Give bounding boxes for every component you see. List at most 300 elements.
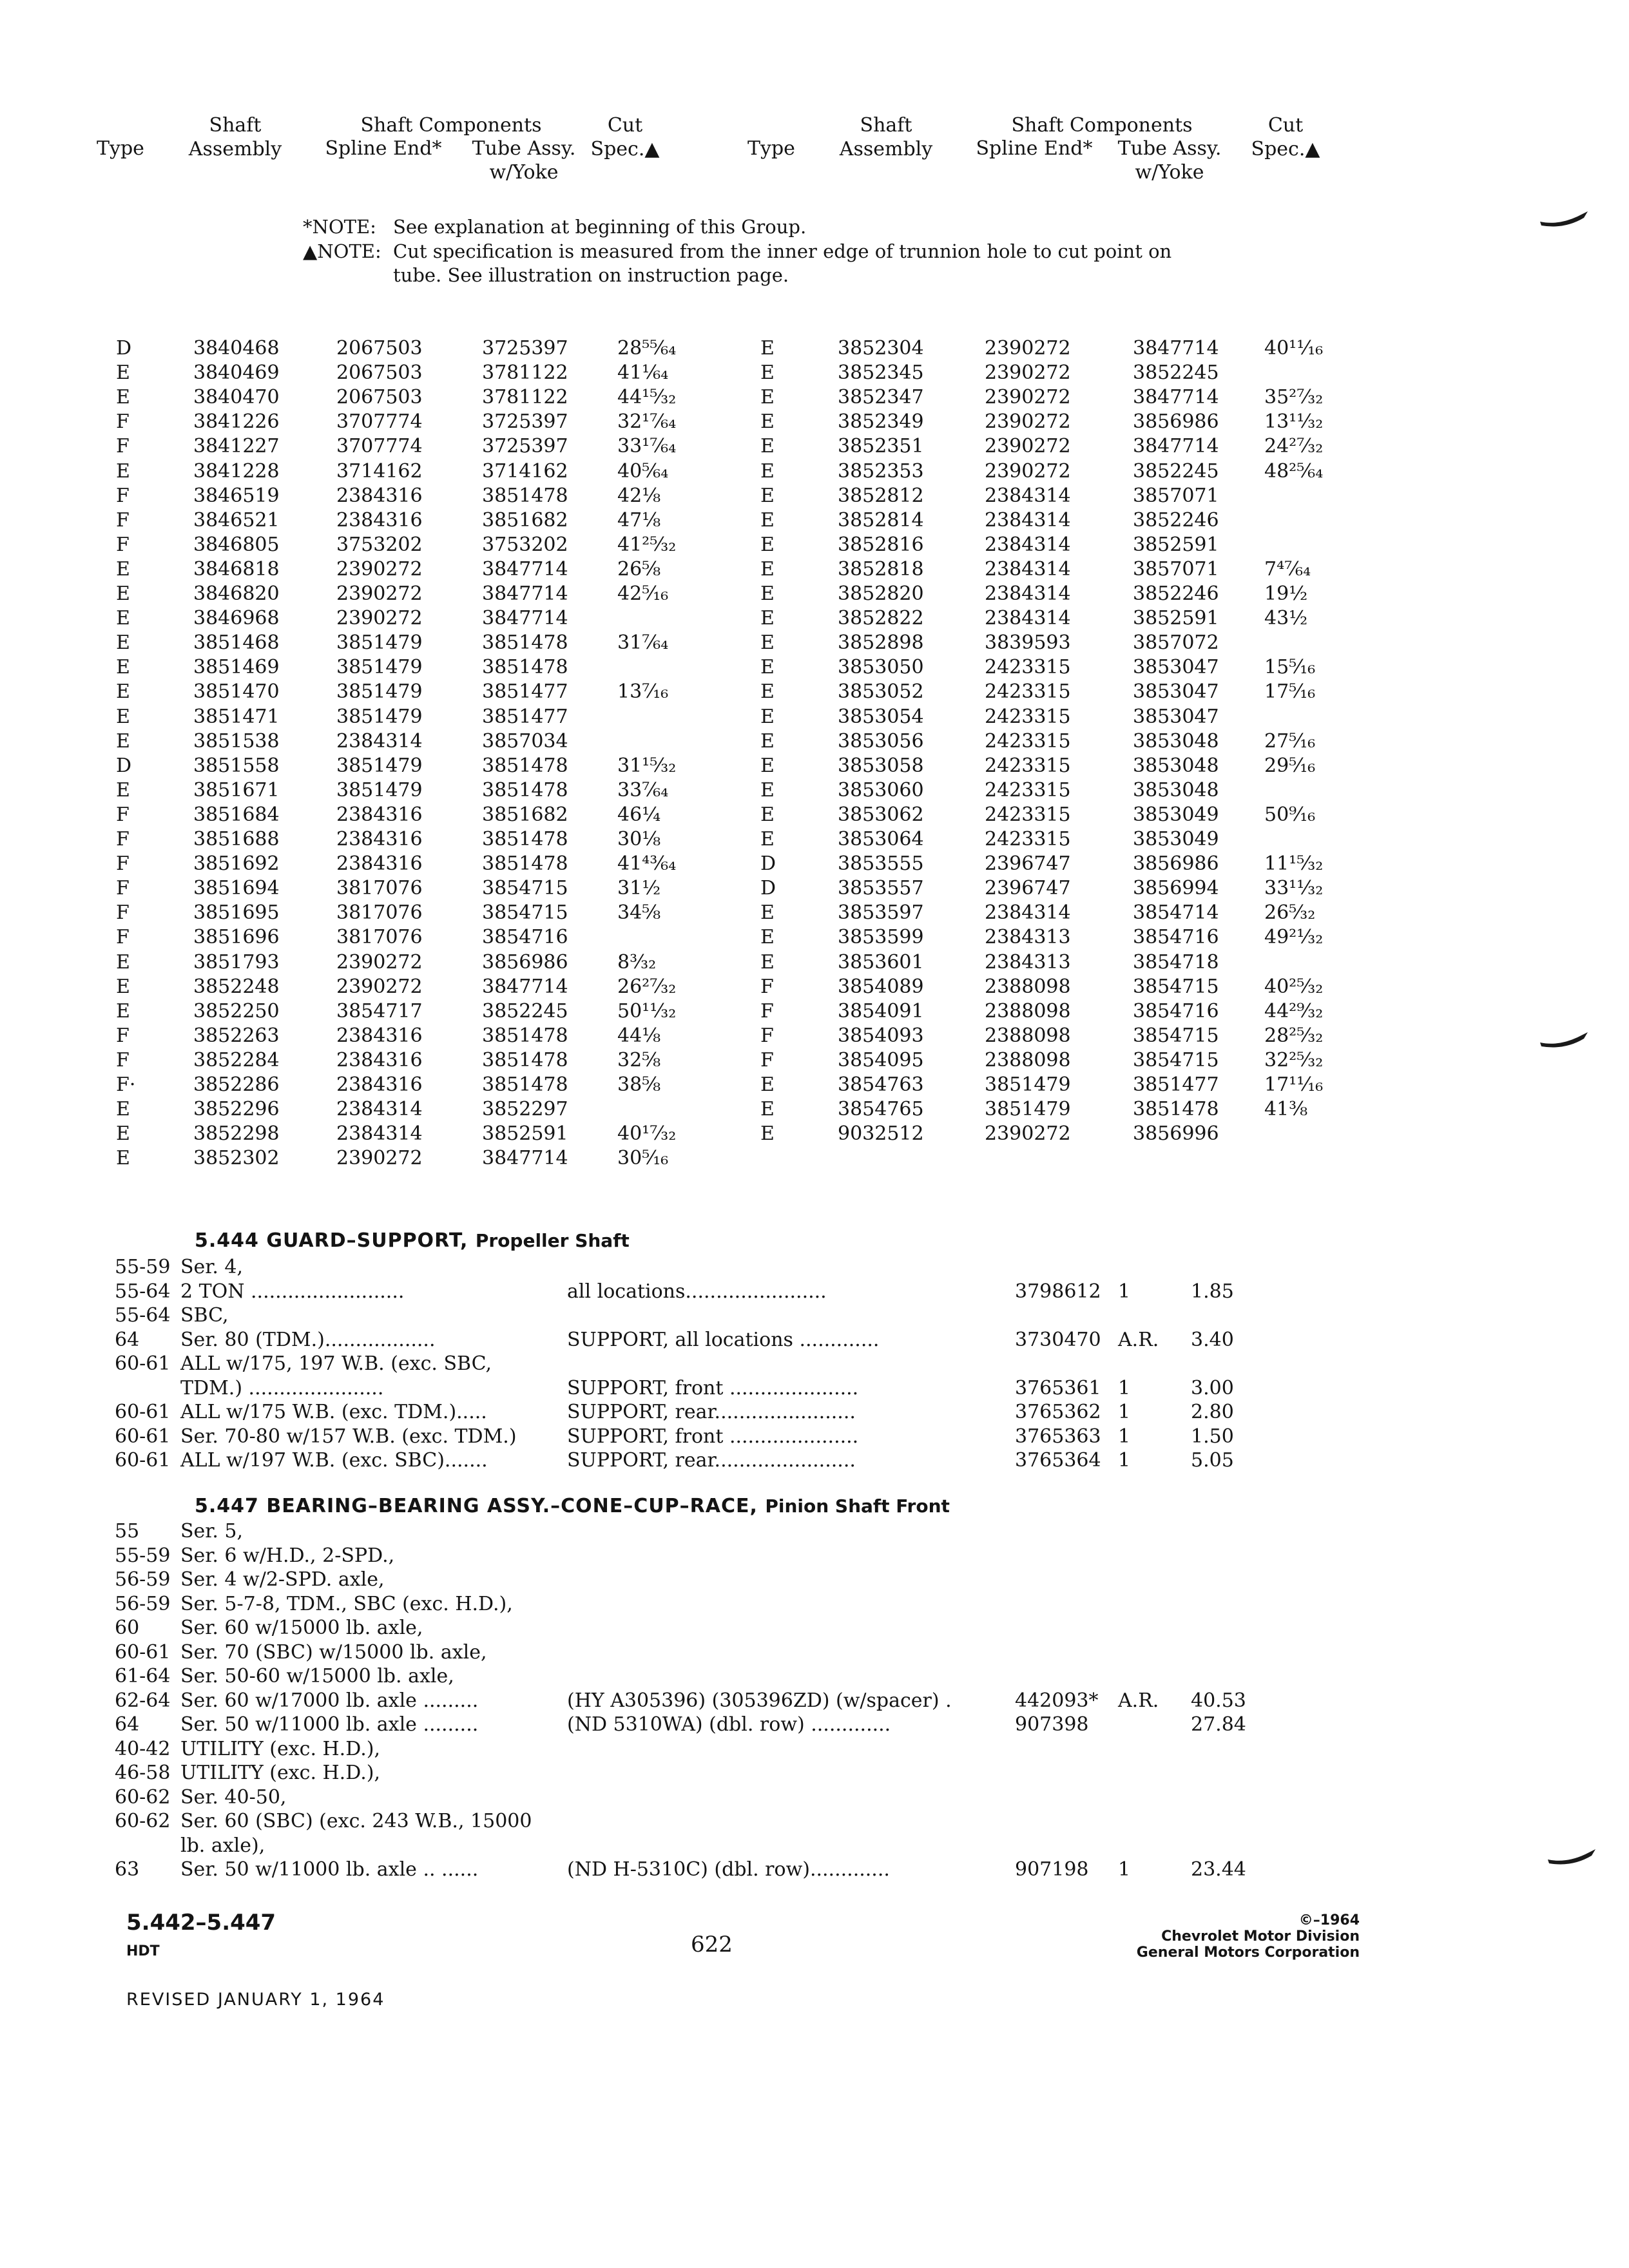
header-cut-spec-left: Cut Spec.▲	[590, 114, 660, 160]
type-cell: E	[760, 680, 775, 704]
shaft-assembly-cell: 3854089	[838, 975, 924, 998]
type-cell: E	[760, 705, 775, 728]
application-cell: Ser. 50 w/11000 lb. axle .. ......	[180, 1858, 479, 1881]
year-cell: 60-61	[115, 1449, 171, 1472]
spline-end-cell: 2384314	[985, 484, 1071, 507]
type-cell: E	[760, 557, 775, 581]
spline-end-cell: 2396747	[985, 852, 1071, 876]
cut-spec-cell: 50⁹⁄₁₆	[1264, 803, 1316, 826]
spline-end-cell: 2423315	[985, 803, 1071, 826]
tube-assy-cell: 3852245	[1133, 361, 1219, 385]
application-cell: UTILITY (exc. H.D.),	[180, 1737, 380, 1760]
shaft-assembly-cell: 3852816	[838, 533, 924, 556]
spline-end-cell: 2384316	[336, 1048, 423, 1072]
year-cell: 60-62	[115, 1785, 171, 1809]
spline-end-cell: 3817076	[336, 901, 423, 925]
tube-assy-cell: 3781122	[482, 386, 568, 409]
quantity-cell: 1	[1118, 1858, 1131, 1881]
shaft-assembly-cell: 3851558	[193, 754, 280, 777]
application-cell: Ser. 5,	[180, 1520, 244, 1542]
header-type-left: Type	[97, 137, 144, 160]
part-description-cell: SUPPORT, all locations .............	[567, 1328, 880, 1351]
header-tube-assy-right: Tube Assy. w/Yoke	[1117, 137, 1222, 184]
tube-assy-cell: 3853048	[1133, 778, 1219, 802]
shaft-assembly-cell: 3851793	[193, 950, 280, 974]
price-cell: 23.44	[1191, 1858, 1246, 1881]
spline-end-cell: 3753202	[336, 533, 423, 556]
cut-spec-cell: 26⅝	[617, 557, 661, 581]
cut-spec-cell: 40⁵⁄₆₄	[617, 459, 669, 483]
tube-assy-cell: 3853049	[1133, 803, 1219, 826]
tube-assy-cell: 3853047	[1133, 656, 1219, 679]
shaft-assembly-cell: 3852822	[838, 607, 924, 630]
shaft-assembly-cell: 3852818	[838, 557, 924, 581]
spline-end-cell: 2423315	[985, 754, 1071, 777]
application-cell: Ser. 60 w/15000 lb. axle,	[180, 1617, 423, 1639]
spline-end-cell: 2423315	[985, 656, 1071, 679]
year-cell: 56-59	[115, 1592, 171, 1615]
section-447-heading: 5.447 BEARING–BEARING ASSY.–CONE–CUP–RACE,	[195, 1495, 758, 1517]
shaft-assembly-cell: 3851469	[193, 656, 280, 679]
tube-assy-cell: 3851478	[482, 754, 568, 777]
year-cell: 60-61	[115, 1425, 171, 1448]
type-cell: F	[116, 533, 130, 556]
part-number-cell: 3798612	[1015, 1280, 1101, 1303]
cut-spec-cell: 32²⁵⁄₃₂	[1264, 1048, 1324, 1072]
tube-assy-cell: 3851478	[482, 828, 568, 850]
tube-assy-cell: 3853047	[1133, 680, 1219, 704]
type-cell: E	[760, 337, 775, 360]
tube-assy-cell: 3851478	[482, 778, 568, 802]
tube-assy-cell: 3725397	[482, 435, 568, 458]
tube-assy-cell: 3853048	[1133, 729, 1219, 753]
tube-assy-cell: 3851478	[482, 1073, 568, 1096]
type-cell: E	[116, 1122, 130, 1146]
footer-copyright-year: ©–1964	[1298, 1912, 1360, 1928]
header-shaft-assembly-left: Shaft Assembly	[188, 114, 282, 160]
spline-end-cell: 2390272	[985, 361, 1071, 385]
shaft-assembly-cell: 3853050	[838, 656, 924, 679]
type-cell: F	[760, 1024, 774, 1047]
tube-assy-cell: 3753202	[482, 533, 568, 556]
application-cell: lb. axle),	[180, 1834, 265, 1857]
type-cell: E	[116, 680, 130, 704]
price-cell: 2.80	[1191, 1401, 1234, 1423]
cut-spec-cell: 26²⁷⁄₃₂	[617, 975, 677, 998]
cut-spec-cell: 13¹¹⁄₃₂	[1264, 410, 1324, 434]
footer-section-code: 5.442–5.447	[126, 1910, 276, 1936]
type-cell: F	[116, 435, 130, 458]
tube-assy-cell: 3854716	[1133, 999, 1219, 1023]
type-cell: E	[760, 828, 775, 850]
spline-end-cell: 2390272	[336, 557, 423, 581]
type-cell: E	[116, 1098, 130, 1121]
type-cell: F	[116, 901, 130, 925]
tube-assy-cell: 3851682	[482, 803, 568, 826]
cut-spec-cell: 43½	[1264, 607, 1308, 630]
tube-assy-cell: 3852591	[1133, 533, 1219, 556]
spline-end-cell: 3851479	[985, 1073, 1071, 1096]
spline-end-cell: 3851479	[336, 754, 423, 777]
type-cell: E	[116, 557, 130, 581]
quantity-cell: 1	[1118, 1280, 1131, 1303]
spline-end-cell: 2384314	[985, 533, 1071, 556]
note2-text: Cut specification is measured from the inner edge of trunnion hole to cut point on	[393, 240, 1172, 262]
year-cell: 60-61	[115, 1640, 171, 1664]
part-description-cell: (HY A305396) (305396ZD) (w/spacer) .	[567, 1689, 952, 1712]
shaft-assembly-cell: 3852345	[838, 361, 924, 385]
tube-assy-cell: 3851478	[1133, 1098, 1219, 1121]
header-shaft-components-left: Shaft Components	[360, 114, 542, 137]
tube-assy-cell: 3851478	[482, 1048, 568, 1072]
part-description-cell: SUPPORT, front .....................	[567, 1376, 859, 1399]
type-cell: F·	[116, 1073, 136, 1096]
application-cell: Ser. 70 (SBC) w/15000 lb. axle,	[180, 1640, 487, 1664]
year-cell: 64	[115, 1328, 140, 1351]
shaft-assembly-cell: 3853054	[838, 705, 924, 728]
part-number-cell: 3765363	[1015, 1425, 1101, 1448]
cut-spec-cell: 41⅜	[1264, 1098, 1308, 1121]
shaft-assembly-cell: 3840470	[193, 386, 280, 409]
year-cell: 60-61	[115, 1352, 171, 1375]
cut-spec-cell: 19½	[1264, 582, 1308, 605]
shaft-assembly-cell: 3853058	[838, 754, 924, 777]
year-cell: 62-64	[115, 1689, 171, 1712]
shaft-assembly-cell: 3852296	[193, 1098, 280, 1121]
shaft-assembly-cell: 3852820	[838, 582, 924, 605]
shaft-assembly-cell: 3852250	[193, 999, 280, 1023]
application-cell: TDM.) ......................	[180, 1376, 384, 1399]
spline-end-cell: 2384316	[336, 1073, 423, 1096]
shaft-assembly-cell: 3851696	[193, 926, 280, 949]
tube-assy-cell: 3851477	[482, 680, 568, 704]
spline-end-cell: 2067503	[336, 361, 423, 385]
type-cell: E	[760, 582, 775, 605]
shaft-assembly-cell: 3852284	[193, 1048, 280, 1072]
cut-spec-cell: 33¹⁷⁄₆₄	[617, 435, 677, 458]
year-cell: 55	[115, 1520, 140, 1542]
type-cell: E	[760, 631, 775, 655]
shaft-assembly-cell: 3852347	[838, 386, 924, 409]
tube-assy-cell: 3852246	[1133, 508, 1219, 532]
type-cell: D	[760, 852, 776, 876]
shaft-assembly-cell: 3851692	[193, 852, 280, 876]
spline-end-cell: 2067503	[336, 386, 423, 409]
type-cell: F	[116, 803, 130, 826]
part-description-cell: SUPPORT, rear.......................	[567, 1449, 856, 1472]
spline-end-cell: 2384316	[336, 1024, 423, 1047]
price-cell: 1.50	[1191, 1425, 1234, 1448]
type-cell: E	[760, 754, 775, 777]
shaft-assembly-cell: 3846519	[193, 484, 280, 507]
quantity-cell: 1	[1118, 1425, 1131, 1448]
tube-assy-cell: 3857034	[482, 729, 568, 753]
type-cell: F	[116, 877, 130, 900]
cut-spec-cell: 30⁵⁄₁₆	[617, 1147, 669, 1170]
cut-spec-cell: 47⅛	[617, 508, 661, 532]
footer-hdt: HDT	[126, 1943, 160, 1959]
cut-spec-cell: 17¹¹⁄₁₆	[1264, 1073, 1324, 1096]
shaft-assembly-cell: 3851684	[193, 803, 280, 826]
part-number-cell: 3765364	[1015, 1449, 1101, 1472]
part-number-cell: 907398	[1015, 1713, 1089, 1736]
tube-assy-cell: 3856996	[1133, 1122, 1219, 1146]
tube-assy-cell: 3854714	[1133, 901, 1219, 925]
spline-end-cell: 2384314	[985, 901, 1071, 925]
part-description-cell: all locations.......................	[567, 1280, 827, 1303]
spline-end-cell: 2390272	[336, 1147, 423, 1170]
section-447-title	[195, 1495, 950, 1517]
quantity-cell: A.R.	[1118, 1328, 1159, 1351]
type-cell: E	[760, 533, 775, 556]
spline-end-cell: 2423315	[985, 680, 1071, 704]
spline-end-cell: 2390272	[985, 1122, 1071, 1146]
tube-assy-cell: 3856986	[1133, 410, 1219, 434]
cut-spec-cell: 50¹¹⁄₃₂	[617, 999, 677, 1023]
spline-end-cell: 2423315	[985, 828, 1071, 850]
header-shaft-assembly-right: Shaft Assembly	[839, 114, 933, 160]
cut-spec-cell: 35²⁷⁄₃₂	[1264, 386, 1324, 409]
type-cell: E	[760, 508, 775, 532]
footer-revised-date: REVISED JANUARY 1, 1964	[126, 1990, 385, 2010]
type-cell: E	[760, 950, 775, 974]
type-cell: E	[116, 729, 130, 753]
footer-division: Chevrolet Motor Division	[1161, 1928, 1360, 1945]
application-cell: SBC,	[180, 1304, 229, 1327]
quantity-cell: A.R.	[1118, 1689, 1159, 1712]
type-cell: F	[116, 852, 130, 876]
spline-end-cell: 2388098	[985, 999, 1071, 1023]
tube-assy-cell: 3854715	[1133, 975, 1219, 998]
footer-corporation: General Motors Corporation	[1136, 1945, 1360, 1961]
tube-assy-cell: 3847714	[482, 975, 568, 998]
shaft-assembly-cell: 3841226	[193, 410, 280, 434]
tube-assy-cell: 3851478	[482, 631, 568, 655]
tube-assy-cell: 3852245	[1133, 459, 1219, 483]
year-cell: 55-59	[115, 1256, 171, 1278]
shaft-assembly-cell: 3853597	[838, 901, 924, 925]
shaft-assembly-cell: 3852353	[838, 459, 924, 483]
spline-end-cell: 3851479	[336, 778, 423, 802]
cut-spec-cell: 13⁷⁄₁₆	[617, 680, 669, 704]
type-cell: E	[760, 656, 775, 679]
section-447-subtitle: Pinion Shaft Front	[765, 1495, 950, 1517]
part-number-cell: 3765361	[1015, 1376, 1101, 1399]
note1-label: *NOTE:	[303, 216, 376, 238]
tube-assy-cell: 3856986	[1133, 852, 1219, 876]
spline-end-cell: 2384314	[336, 1122, 423, 1146]
spline-end-cell: 2384314	[985, 557, 1071, 581]
shaft-assembly-cell: 3852302	[193, 1147, 280, 1170]
shaft-assembly-cell: 3853056	[838, 729, 924, 753]
cut-spec-cell: 7⁴⁷⁄₆₄	[1264, 557, 1311, 581]
shaft-assembly-cell: 3840469	[193, 361, 280, 385]
quantity-cell: 1	[1118, 1401, 1131, 1423]
cut-spec-cell: 31⁷⁄₆₄	[617, 631, 669, 655]
type-cell: E	[760, 901, 775, 925]
tube-assy-cell: 3854716	[1133, 926, 1219, 949]
shaft-assembly-cell: 3841227	[193, 435, 280, 458]
cut-spec-cell: 40¹¹⁄₁₆	[1264, 337, 1324, 360]
application-cell: ALL w/175, 197 W.B. (exc. SBC,	[180, 1352, 492, 1375]
spline-end-cell: 2388098	[985, 1024, 1071, 1047]
spline-end-cell: 2390272	[985, 337, 1071, 360]
tube-assy-cell: 3851478	[482, 852, 568, 876]
tube-assy-cell: 3847714	[1133, 435, 1219, 458]
tube-assy-cell: 3851477	[482, 705, 568, 728]
spline-end-cell: 2390272	[336, 582, 423, 605]
spline-end-cell: 2423315	[985, 778, 1071, 802]
year-cell: 64	[115, 1713, 140, 1736]
type-cell: E	[116, 656, 130, 679]
header-type-right: Type	[747, 137, 795, 160]
type-cell: E	[116, 459, 130, 483]
quantity-cell: 1	[1118, 1376, 1131, 1399]
part-description-cell: (ND 5310WA) (dbl. row) .............	[567, 1713, 891, 1736]
tube-assy-cell: 3851478	[482, 484, 568, 507]
cut-spec-cell: 28⁵⁵⁄₆₄	[617, 337, 677, 360]
cut-spec-cell: 24²⁷⁄₃₂	[1264, 435, 1324, 458]
part-number-cell: 907198	[1015, 1858, 1089, 1881]
year-cell: 55-64	[115, 1304, 171, 1327]
shaft-assembly-cell: 3852349	[838, 410, 924, 434]
part-number-cell: 3765362	[1015, 1401, 1101, 1423]
price-cell: 1.85	[1191, 1280, 1234, 1303]
tube-assy-cell: 3853047	[1133, 705, 1219, 728]
shaft-assembly-cell: 3851538	[193, 729, 280, 753]
shaft-assembly-cell: 3846521	[193, 508, 280, 532]
tube-assy-cell: 3854715	[482, 877, 568, 900]
note2-text-cont: tube. See illustration on instruction page.	[393, 264, 789, 286]
price-cell: 5.05	[1191, 1449, 1234, 1472]
tube-assy-cell: 3725397	[482, 337, 568, 360]
cut-spec-cell: 32⅝	[617, 1048, 661, 1072]
cut-spec-cell: 41²⁵⁄₃₂	[617, 533, 677, 556]
type-cell: E	[116, 631, 130, 655]
shaft-assembly-cell: 3852812	[838, 484, 924, 507]
tube-assy-cell: 3847714	[1133, 337, 1219, 360]
application-cell: Ser. 40-50,	[180, 1785, 287, 1809]
type-cell: E	[116, 778, 130, 802]
type-cell: E	[116, 705, 130, 728]
shaft-assembly-cell: 3853601	[838, 950, 924, 974]
tube-assy-cell: 3847714	[482, 557, 568, 581]
type-cell: F	[116, 926, 130, 949]
shaft-assembly-cell: 3851470	[193, 680, 280, 704]
shaft-assembly-cell: 3846820	[193, 582, 280, 605]
spline-end-cell: 2390272	[336, 950, 423, 974]
application-cell: Ser. 80 (TDM.)..................	[180, 1328, 436, 1351]
cut-spec-cell: 46¼	[617, 803, 661, 826]
spline-end-cell: 2390272	[985, 386, 1071, 409]
shaft-assembly-cell: 3846968	[193, 607, 280, 630]
spline-end-cell: 3851479	[336, 705, 423, 728]
year-cell: 60-61	[115, 1401, 171, 1423]
type-cell: F	[116, 1024, 130, 1047]
spline-end-cell: 3707774	[336, 435, 423, 458]
shaft-assembly-cell: 3854093	[838, 1024, 924, 1047]
tube-assy-cell: 3781122	[482, 361, 568, 385]
cut-spec-cell: 42⁵⁄₁₆	[617, 582, 669, 605]
application-cell: Ser. 70-80 w/157 W.B. (exc. TDM.)	[180, 1425, 517, 1448]
note1-text: See explanation at beginning of this Group.	[393, 216, 807, 238]
type-cell: D	[116, 337, 132, 360]
part-description-cell: (ND H-5310C) (dbl. row).............	[567, 1858, 890, 1881]
shaft-assembly-cell: 3852263	[193, 1024, 280, 1047]
type-cell: E	[760, 386, 775, 409]
spline-end-cell: 2390272	[985, 410, 1071, 434]
spline-end-cell: 3851479	[336, 631, 423, 655]
tube-assy-cell: 3854715	[1133, 1024, 1219, 1047]
spline-end-cell: 2384314	[336, 729, 423, 753]
application-cell: Ser. 50 w/11000 lb. axle .........	[180, 1713, 479, 1736]
tube-assy-cell: 3852246	[1133, 582, 1219, 605]
cut-spec-cell: 11¹⁵⁄₃₂	[1264, 852, 1324, 876]
shaft-assembly-cell: 3854091	[838, 999, 924, 1023]
type-cell: E	[760, 926, 775, 949]
shaft-assembly-cell: 3853064	[838, 828, 924, 850]
spline-end-cell: 2384313	[985, 950, 1071, 974]
application-cell: Ser. 4 w/2-SPD. axle,	[180, 1568, 385, 1591]
spline-end-cell: 2067503	[336, 337, 423, 360]
type-cell: F	[116, 508, 130, 532]
shaft-assembly-cell: 3852286	[193, 1073, 280, 1096]
spline-end-cell: 2388098	[985, 1048, 1071, 1072]
tube-assy-cell: 3852591	[1133, 607, 1219, 630]
spline-end-cell: 3817076	[336, 877, 423, 900]
tube-assy-cell: 3851682	[482, 508, 568, 532]
shaft-assembly-cell: 3854765	[838, 1098, 924, 1121]
year-cell: 55-64	[115, 1280, 171, 1303]
cut-spec-cell: 30⅛	[617, 828, 661, 850]
cut-spec-cell: 28²⁵⁄₃₂	[1264, 1024, 1324, 1047]
margin-mark-icon	[1539, 1031, 1590, 1050]
shaft-assembly-cell: 3854763	[838, 1073, 924, 1096]
spline-end-cell: 2390272	[336, 607, 423, 630]
tube-assy-cell: 3854718	[1133, 950, 1219, 974]
type-cell: E	[760, 803, 775, 826]
type-cell: F	[116, 410, 130, 434]
header-spline-end-left: Spline End*	[325, 137, 442, 160]
spline-end-cell: 2384314	[985, 582, 1071, 605]
type-cell: E	[760, 459, 775, 483]
tube-assy-cell: 3852297	[482, 1098, 568, 1121]
type-cell: E	[760, 1098, 775, 1121]
margin-mark-icon	[1547, 1848, 1598, 1867]
part-number-cell: 442093*	[1015, 1689, 1099, 1712]
price-cell: 27.84	[1191, 1713, 1246, 1736]
price-cell: 3.00	[1191, 1376, 1234, 1399]
cut-spec-cell: 31½	[617, 877, 661, 900]
type-cell: D	[116, 754, 132, 777]
footer-copyright	[1137, 1912, 1360, 1961]
spline-end-cell: 2390272	[985, 435, 1071, 458]
application-cell: Ser. 6 w/H.D., 2-SPD.,	[180, 1544, 395, 1567]
application-cell: Ser. 60 w/17000 lb. axle .........	[180, 1689, 479, 1712]
tube-assy-cell: 3857071	[1133, 484, 1219, 507]
spline-end-cell: 3707774	[336, 410, 423, 434]
cut-spec-cell: 44¹⁵⁄₃₂	[617, 386, 677, 409]
shaft-assembly-cell: 3853052	[838, 680, 924, 704]
shaft-assembly-cell: 3851695	[193, 901, 280, 925]
shaft-assembly-cell: 3841228	[193, 459, 280, 483]
shaft-assembly-cell: 3851468	[193, 631, 280, 655]
tube-assy-cell: 3857071	[1133, 557, 1219, 581]
application-cell: Ser. 4,	[180, 1256, 244, 1278]
type-cell: E	[116, 361, 130, 385]
year-cell: 56-59	[115, 1568, 171, 1591]
tube-assy-cell: 3854715	[482, 901, 568, 925]
